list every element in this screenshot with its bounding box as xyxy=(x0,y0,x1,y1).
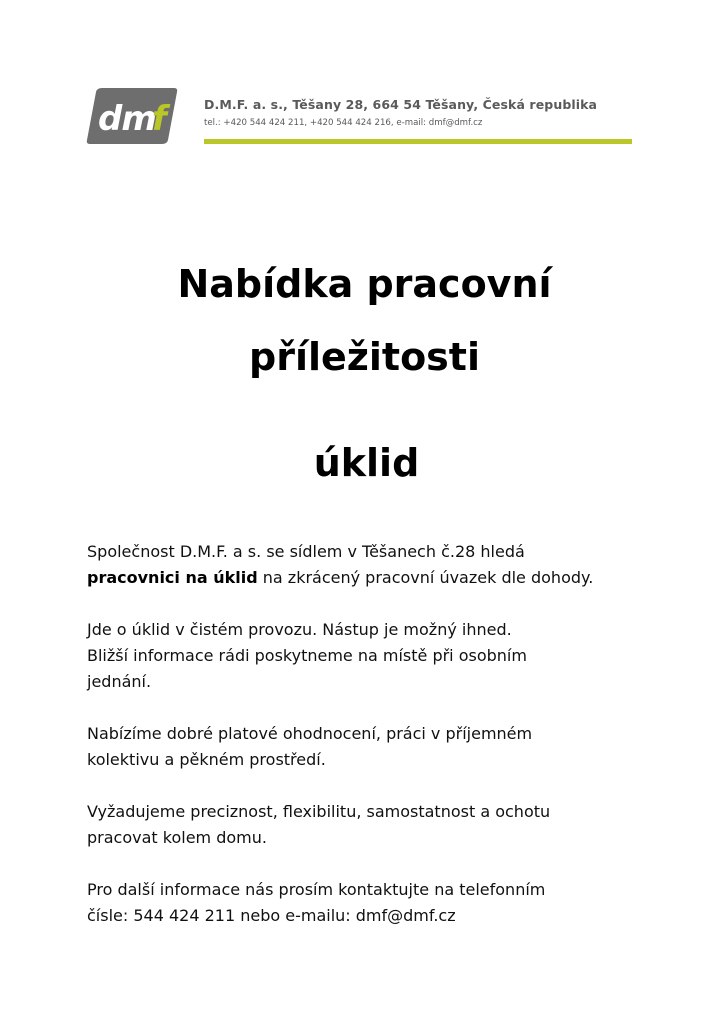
text-line: Společnost D.M.F. a s. se sídlem v Těšanech č.28 hledá xyxy=(87,542,525,561)
paragraph-contact xyxy=(87,877,647,929)
company-address: D.M.F. a. s., Těšany 28, 664 54 Těšany, Česká republika xyxy=(204,97,598,112)
page-title-line-1: Nabídka pracovní xyxy=(177,262,552,306)
job-subject: úklid xyxy=(313,441,420,485)
position-name: pracovnici na úklid xyxy=(87,568,258,587)
offer-body xyxy=(87,539,647,955)
text-line: Nabízíme dobré platové ohodnocení, práci v příjemném xyxy=(87,724,533,743)
text-line: čísle: 544 424 211 nebo e-mailu: dmf@dmf.cz xyxy=(87,906,456,925)
header-accent-rule xyxy=(204,139,632,144)
text-line: Jde o úklid v čistém provozu. Nástup je možný ihned. xyxy=(87,620,512,639)
text-line: jednání. xyxy=(87,672,152,691)
dmf-logo xyxy=(86,86,178,146)
paragraph-offer xyxy=(87,721,647,773)
text-line: Vyžadujeme preciznost, flexibilitu, samostatnost a ochotu xyxy=(87,802,551,821)
paragraph-start xyxy=(87,617,647,695)
text-line: kolektivu a pěkném prostředí. xyxy=(87,750,326,769)
svg-text:dm: dm xyxy=(98,99,156,139)
text-line: pracovat kolem domu. xyxy=(87,828,267,847)
paragraph-intro xyxy=(87,539,647,591)
text-fragment: na zkrácený pracovní úvazek dle dohody. xyxy=(257,568,594,587)
text-line xyxy=(87,565,647,591)
text-line: Bližší informace rádi poskytneme na místě při osobním xyxy=(87,646,527,665)
svg-text:f: f xyxy=(152,99,167,139)
company-contact: tel.: +420 544 424 211, +420 544 424 216, e-mail: dmf@dmf.cz xyxy=(204,118,483,128)
paragraph-requirements xyxy=(87,799,647,851)
page-title-line-2: příležitosti xyxy=(249,335,480,379)
text-line: Pro další informace nás prosím kontaktujte na telefonním xyxy=(87,880,546,899)
